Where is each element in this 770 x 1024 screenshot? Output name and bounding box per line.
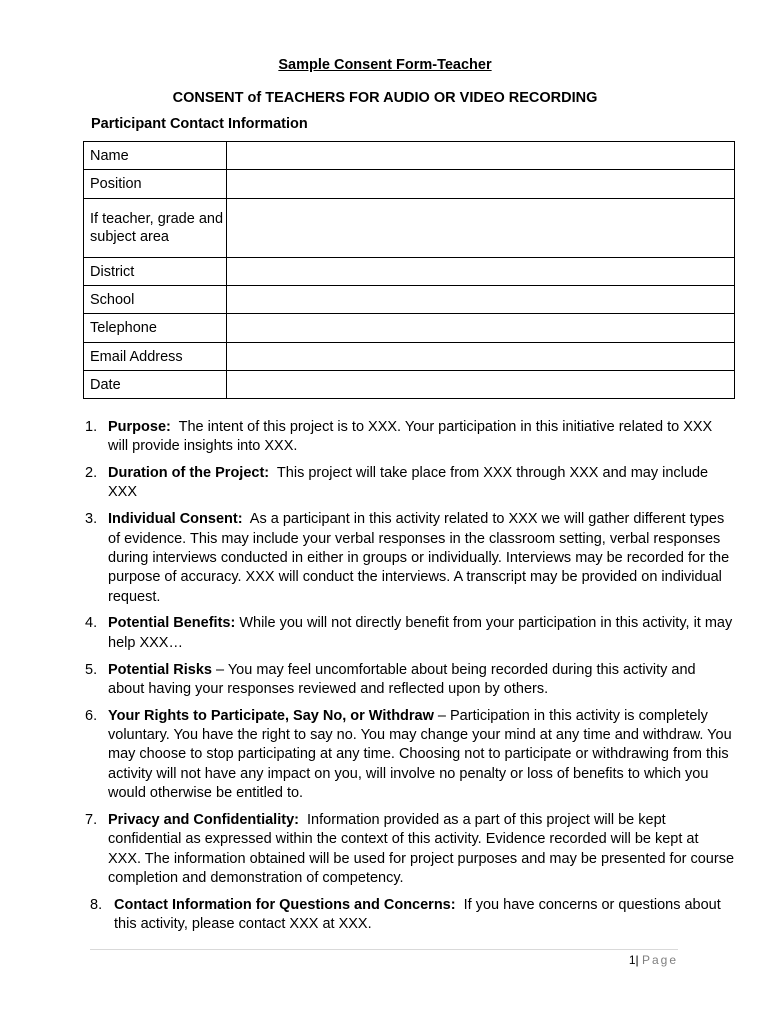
item-number: 6. — [85, 707, 98, 724]
item-heading: Duration of the Project: — [108, 465, 270, 482]
item-number: 7. — [85, 811, 98, 828]
school-field[interactable] — [227, 292, 734, 308]
row-label-name: Name — [84, 142, 227, 170]
list-item-rights — [85, 707, 735, 803]
item-text: As a participant in this activity related to XXX we will gather different types of evidence. This may include your verbal responses in the classroom setting, verbal responses during interviews conducted in either in groups or individually. Interviews may be recorded for the purpose of accuracy. XXX will conduct the interviews. A transcript may be provided on individual request. — [108, 511, 730, 605]
page-number: 1 — [628, 953, 636, 967]
table-row — [84, 286, 735, 314]
item-heading: Potential Risks — [108, 661, 212, 678]
list-item-privacy — [85, 811, 735, 888]
list-item-duration — [85, 464, 735, 503]
item-number: 1. — [85, 419, 98, 435]
row-label-school: School — [84, 286, 227, 314]
date-field[interactable] — [227, 377, 734, 393]
document-subtitle: CONSENT of TEACHERS FOR AUDIO OR VIDEO RECORDING — [172, 90, 598, 106]
item-text: This project will take place from XXX through XXX and may include XXX — [108, 465, 709, 501]
item-heading: Contact Information for Questions and Concerns: — [114, 896, 456, 913]
telephone-field[interactable] — [227, 320, 734, 336]
item-text: Information provided as a part of this project will be kept confidential as expressed within the context of this activity. Evidence recorded will be kept at XXX. The information obtained will be used for project purposes and may be presented for course completion and demonstration of competency. — [108, 811, 735, 886]
position-field[interactable] — [227, 176, 734, 192]
item-number: 2. — [85, 465, 98, 482]
item-text: If you have concerns or questions about this activity, please contact XXX at XXX. — [114, 896, 721, 932]
table-row — [84, 199, 735, 258]
table-row — [84, 142, 735, 170]
item-heading: Your Rights to Participate, Say No, or Withdraw — [108, 707, 434, 724]
item-number: 8. — [90, 896, 103, 913]
item-text: While you will not directly benefit from your participation in this activity, it may help XXX… — [108, 615, 733, 651]
contact-info-table — [83, 141, 735, 399]
table-row — [84, 258, 735, 286]
page-separator: | — [635, 953, 639, 967]
item-number: 5. — [85, 661, 98, 678]
table-row — [84, 314, 735, 343]
item-text: The intent of this project is to XXX. Your participation in this initiative related to XXX will provide insights into XXX. — [108, 419, 713, 455]
item-number: 4. — [85, 615, 98, 632]
grade-subject-field[interactable] — [227, 220, 734, 236]
row-label-date: Date — [84, 371, 227, 399]
item-heading: Potential Benefits: — [108, 615, 236, 632]
page-footer — [629, 953, 678, 967]
document-title: Sample Consent Form-Teacher — [278, 57, 492, 73]
row-label-telephone: Telephone — [84, 314, 227, 343]
item-text: – You may feel uncomfortable about being recorded during this activity and about having your responses reviewed and reflected upon by others. — [108, 661, 696, 697]
row-label-email: Email Address — [84, 343, 227, 371]
row-label-position: Position — [84, 170, 227, 199]
item-heading: Individual Consent: — [108, 511, 243, 528]
consent-items-list — [85, 418, 735, 942]
list-item-potential-benefits — [85, 614, 735, 653]
name-field[interactable] — [227, 148, 734, 164]
table-row — [84, 371, 735, 399]
email-field[interactable] — [227, 349, 734, 365]
list-item-potential-risks — [85, 661, 735, 700]
row-label-district: District — [84, 258, 227, 286]
item-heading: Purpose: — [108, 419, 171, 435]
table-row — [84, 343, 735, 371]
table-row — [84, 170, 735, 199]
list-item-purpose — [85, 418, 735, 457]
item-number: 3. — [85, 511, 98, 528]
district-field[interactable] — [227, 264, 734, 280]
footer-divider — [90, 949, 678, 950]
row-label-grade-subject: If teacher, grade and subject area — [84, 199, 227, 258]
page-word: Page — [641, 953, 678, 967]
item-heading: Privacy and Confidentiality: — [108, 811, 299, 828]
section-heading: Participant Contact Information — [91, 116, 308, 132]
item-text: – Participation in this activity is completely voluntary. You have the right to say no. You may change your mind at any time and withdraw. You may choose to stop participating at any time. Choosing not to participate or withdrawing from this activity will not have any impact on you, will involve no penalty or loss of benefits to which you would otherwise be entitled to. — [108, 707, 732, 802]
list-item-contact — [85, 896, 735, 935]
list-item-individual-consent — [85, 510, 735, 606]
